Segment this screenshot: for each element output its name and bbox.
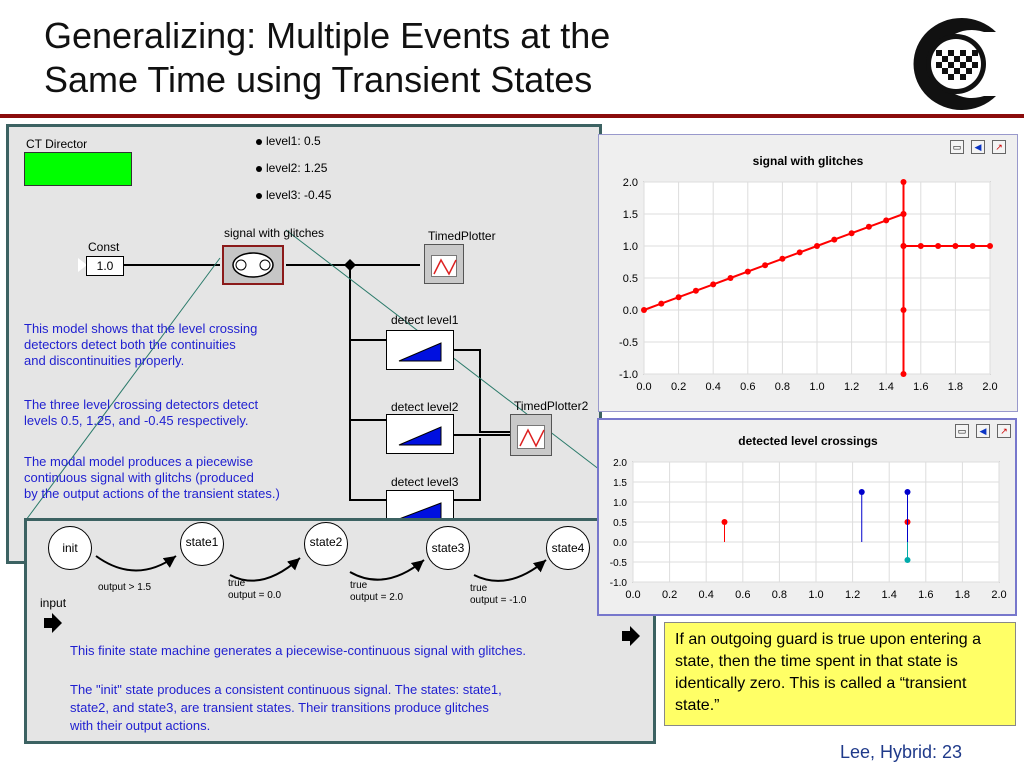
fill-icon[interactable]: ↗ [997, 424, 1011, 438]
data-point-hold [901, 243, 907, 249]
x-tick-label: 0.0 [636, 381, 652, 393]
plot1-title: signal with glitches [752, 154, 864, 168]
x-tick-label: 1.8 [954, 589, 971, 601]
const-actor[interactable]: 1.0 [86, 256, 124, 276]
reset-zoom-icon[interactable]: ◀ [971, 140, 985, 154]
y-tick-label: 2.0 [613, 458, 627, 469]
x-tick-label: 1.0 [809, 381, 825, 393]
y-tick-label: -0.5 [619, 337, 638, 349]
y-tick-label: 0.5 [622, 273, 638, 285]
data-point-ramp [797, 249, 803, 255]
x-tick-label: 1.8 [947, 381, 964, 393]
model-description-2: The three level crossing detectors detect levels 0.5, 1.25, and -0.45 respectively. [24, 397, 259, 428]
model-description-1: This model shows that the level crossing detectors detect both the continuities and discontinuities properly. [24, 321, 258, 368]
data-point-hold [987, 243, 993, 249]
data-point-level2 [905, 489, 911, 495]
x-tick-label: 0.2 [670, 381, 687, 393]
data-point-ramp [693, 288, 699, 294]
x-tick-label: 1.4 [881, 589, 897, 601]
state-state1[interactable]: state1 [180, 522, 224, 566]
x-tick-label: 1.4 [878, 381, 894, 393]
x-tick-label: 1.2 [843, 381, 860, 393]
data-point-ramp [762, 262, 768, 268]
state-state3[interactable]: state3 [426, 526, 470, 570]
print-icon[interactable]: ▭ [950, 140, 964, 154]
y-tick-label: 1.5 [613, 478, 627, 489]
data-point-ramp [849, 230, 855, 236]
transient-state-note: If an outgoing guard is true upon entering a state, then the time spent in that state is identically zero. This is called a “transient state.” [664, 622, 1016, 726]
x-tick-label: 0.4 [705, 381, 721, 393]
x-tick-label: 1.0 [808, 589, 824, 601]
data-point-hold [935, 243, 941, 249]
fsm-description-2: The "init" state produces a consistent continuous signal. The states: state1, state2, and state3, are transient states. Their transitions produce glitches with their output actions. [70, 682, 502, 733]
reset-zoom-icon[interactable]: ◀ [976, 424, 990, 438]
y-tick-label: -1.0 [609, 578, 627, 589]
y-tick-label: -0.5 [609, 558, 627, 569]
data-point-level2 [859, 489, 865, 495]
state-init[interactable]: init [48, 526, 92, 570]
x-tick-label: 1.6 [918, 589, 934, 601]
plot1-chart[interactable] [598, 134, 1018, 412]
plotter2-label: TimedPlotter2 [514, 399, 589, 413]
data-point-hold [918, 243, 924, 249]
const-label: Const [88, 240, 120, 254]
y-tick-label: 0.0 [613, 538, 627, 549]
transition-label-4[interactable]: true output = -1.0 [470, 583, 527, 606]
data-point-glitch [901, 371, 907, 377]
x-tick-label: 0.8 [771, 589, 788, 601]
x-tick-label: 1.2 [844, 589, 861, 601]
param-level2[interactable]: level2: 1.25 [256, 161, 327, 175]
plot2-chart[interactable] [597, 418, 1017, 616]
data-point-ramp [779, 256, 785, 262]
data-point-ramp [814, 243, 820, 249]
plotter1-label: TimedPlotter [428, 229, 496, 243]
state-state4[interactable]: state4 [546, 526, 590, 570]
data-point-hold [952, 243, 958, 249]
data-point-ramp [641, 307, 647, 313]
y-tick-label: -1.0 [619, 369, 638, 381]
detector3-label: detect level3 [391, 475, 459, 489]
x-tick-label: 2.0 [982, 381, 998, 393]
y-tick-label: 0.5 [613, 518, 627, 529]
fsm-description-1: This finite state machine generates a piecewise-continuous signal with glitches. [70, 643, 526, 658]
transition-label-3[interactable]: true output = 2.0 [350, 580, 404, 603]
x-tick-label: 0.6 [740, 381, 756, 393]
title-line-2: Same Time using Transient States [44, 59, 593, 100]
data-point-ramp [745, 269, 751, 275]
transition-label-2[interactable]: true output = 0.0 [228, 578, 282, 601]
fsm-input-label: input [40, 596, 67, 610]
x-tick-label: 2.0 [991, 589, 1007, 601]
data-point-ramp [710, 281, 716, 287]
data-point-ramp [831, 237, 837, 243]
slide-footer: Lee, Hybrid: 23 [840, 742, 963, 762]
detector1-label: detect level1 [391, 313, 459, 327]
y-tick-label: 1.5 [622, 209, 638, 221]
x-tick-label: 1.6 [913, 381, 929, 393]
print-icon[interactable]: ▭ [955, 424, 969, 438]
model-description-3: The modal model produces a piecewise continuous signal with glitchs (produced by the output actions of the transient states.) [24, 454, 280, 501]
data-point-ramp [658, 301, 664, 307]
y-tick-label: 1.0 [613, 498, 627, 509]
x-tick-label: 0.4 [698, 589, 714, 601]
data-point-ramp [728, 275, 734, 281]
modal-model-label: signal with glitches [224, 226, 325, 240]
data-point-hold [970, 243, 976, 249]
data-point-ramp [866, 224, 872, 230]
data-point-level1 [722, 519, 728, 525]
y-tick-label: 2.0 [622, 177, 638, 189]
data-point-glitch [901, 307, 907, 313]
plot2-title: detected level crossings [738, 434, 878, 448]
title-line-1: Generalizing: Multiple Events at the [44, 15, 611, 56]
state-state2[interactable]: state2 [304, 522, 348, 566]
director-label: CT Director [26, 137, 88, 151]
data-point-ramp [676, 294, 682, 300]
x-tick-label: 0.0 [625, 589, 641, 601]
param-level3[interactable]: level3: -0.45 [256, 188, 331, 202]
param-level1[interactable]: level1: 0.5 [256, 134, 321, 148]
y-tick-label: 0.0 [622, 305, 638, 317]
y-tick-label: 1.0 [622, 241, 638, 253]
data-point-ramp [883, 217, 889, 223]
x-tick-label: 0.2 [661, 589, 678, 601]
data-point-glitch [901, 211, 907, 217]
transition-label-1[interactable]: output > 1.5 [98, 582, 152, 593]
data-point-level3 [905, 557, 911, 563]
detector2-label: detect level2 [391, 400, 459, 414]
x-tick-label: 0.6 [735, 589, 751, 601]
data-point-glitch [901, 179, 907, 185]
fill-icon[interactable]: ↗ [992, 140, 1006, 154]
x-tick-label: 0.8 [774, 381, 791, 393]
fsm-input-port[interactable] [42, 612, 64, 639]
arrow-right-icon [42, 612, 64, 634]
